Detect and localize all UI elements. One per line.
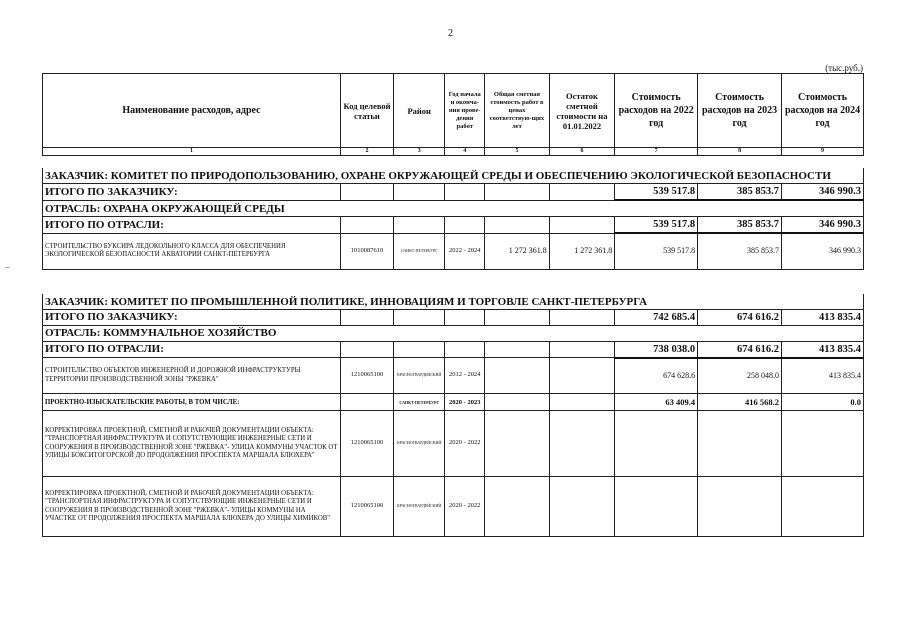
- header-cost-2022: Стоимость расходов на 2022 год: [615, 74, 698, 148]
- branch-total-2023: 385 853.7: [698, 217, 782, 234]
- branch-total-label: ИТОГО ПО ОТРАСЛИ:: [43, 217, 341, 234]
- header-district: Район: [394, 74, 445, 148]
- column-number: 7: [615, 148, 698, 156]
- sub-item-name: КОРРЕКТИРОВКА ПРОЕКТНОЙ, СМЕТНОЙ И РАБОЧЕЙ ДОКУМЕНТАЦИИ ОБЪЕКТА: "ТРАНСПОРТНАЯ ИНФРАСТРУКТУРА И СОПУТСТВУЮЩИЕ ИНЖЕНЕРНЫЕ СЕТИ И СООРУЖЕНИЯ В ПРОИЗВОДСТВЕННОЙ ЗОНЕ "РЖЕВКА"- УЛИЦЫ КОММУНЫ НА УЧАСТКЕ ОТ ПРОДОЛЖЕНИЯ ПРОСПЕКТА МАРШАЛА БЛЮХЕРА ДО УЛИЦЫ ХИМИКОВ": [43, 477, 341, 537]
- customer-total-2023: 385 853.7: [698, 184, 782, 201]
- item-name: СТРОИТЕЛЬСТВО ОБЪЕКТОВ ИНЖЕНЕРНОЙ И ДОРОЖНОЙ ИНФРАСТРУКТУРЫ ТЕРРИТОРИИ ПРОИЗВОДСТВЕННОЙ ЗОНЫ "РЖЕВКА": [43, 358, 341, 394]
- header-total-cost: Общая сметная стоимость работ в ценах соответствую-щих лет: [485, 74, 549, 148]
- customer-name: ЗАКАЗЧИК: КОМИТЕТ ПО ПРОМЫШЛЕННОЙ ПОЛИТИКЕ, ИННОВАЦИЯМ И ТОРГОВЛЕ САНКТ-ПЕТЕРБУРГА: [43, 294, 864, 310]
- header-cost-2024: Стоимость расходов на 2024 год: [782, 74, 864, 148]
- item-remainder: 1 272 361.8: [549, 233, 615, 269]
- item-name: СТРОИТЕЛЬСТВО БУКСИРА ЛЕДОКОЛЬНОГО КЛАССА ДЛЯ ОБЕСПЕЧЕНИЯ ЭКОЛОГИЧЕСКОЙ БЕЗОПАСНОСТИ АКВАТОРИИ САНКТ-ПЕТЕРБУРГА: [43, 233, 341, 269]
- branch-total-2024: 346 990.3: [782, 217, 864, 234]
- branch-total-label: ИТОГО ПО ОТРАСЛИ:: [43, 341, 341, 358]
- header-cost-2023: Стоимость расходов на 2023 год: [698, 74, 782, 148]
- item-2022: 539 517.8: [615, 233, 698, 269]
- item-district: САНКТ-ПЕТЕРБУРГ: [394, 233, 445, 269]
- subtotal-district: САНКТ-ПЕТЕРБУРГ: [394, 394, 445, 411]
- header-years: Год начала и оконча-ния прове-дения работ: [445, 74, 485, 148]
- page-number: 2: [448, 28, 453, 39]
- item-years: 2022 - 2024: [445, 233, 485, 269]
- customer-name: ЗАКАЗЧИК: КОМИТЕТ ПО ПРИРОДОПОЛЬЗОВАНИЮ, ОХРАНЕ ОКРУЖАЮЩЕЙ СРЕДЫ И ОБЕСПЕЧЕНИЮ ЭКОЛОГИЧЕСКОЙ БЕЗОПАСНОСТИ: [43, 168, 864, 184]
- customer-total-2024: 413 835.4: [782, 309, 864, 325]
- column-number: 6: [549, 148, 615, 156]
- branch-total-row: [43, 341, 864, 358]
- item-total-cost: 1 272 361.8: [485, 233, 549, 269]
- item-code: 1010087610: [340, 233, 393, 269]
- item-district: КРАСНОГВАРДЕЙСКИЙ: [394, 358, 445, 394]
- branch-total-2024: 413 835.4: [782, 341, 864, 358]
- table-row: [43, 411, 864, 477]
- customer-total-2024: 346 990.3: [782, 184, 864, 201]
- column-number: 9: [782, 148, 864, 156]
- item-code: 1210065100: [340, 358, 393, 394]
- customer-heading: [43, 168, 864, 184]
- header-row: [43, 74, 864, 148]
- branch-total-2022: 539 517.8: [615, 217, 698, 234]
- column-number: 4: [445, 148, 485, 156]
- customer-total-2022: 539 517.8: [615, 184, 698, 201]
- customer-total-label: ИТОГО ПО ЗАКАЗЧИКУ:: [43, 184, 341, 201]
- customer-total-label: ИТОГО ПО ЗАКАЗЧИКУ:: [43, 309, 341, 325]
- customer-total-2023: 674 616.2: [698, 309, 782, 325]
- margin-mark: –: [5, 262, 10, 272]
- branch-total-row: [43, 217, 864, 234]
- branch-name: ОТРАСЛЬ: КОММУНАЛЬНОЕ ХОЗЯЙСТВО: [43, 325, 864, 341]
- sub-item-code: 1210065100: [340, 477, 393, 537]
- subtotal-2023: 416 568.2: [698, 394, 782, 411]
- item-total-cost: [485, 358, 549, 394]
- item-2024: 346 990.3: [782, 233, 864, 269]
- subtotal-2024: 0.0: [782, 394, 864, 411]
- item-2023: 385 853.7: [698, 233, 782, 269]
- subtotal-2022: 63 409.4: [615, 394, 698, 411]
- item-2024: 413 835.4: [782, 358, 864, 394]
- item-remainder: [549, 358, 615, 394]
- item-2023: 258 048.0: [698, 358, 782, 394]
- header-name: Наименование расходов, адрес: [43, 74, 341, 148]
- subtotal-row: [43, 394, 864, 411]
- item-years: 2012 - 2024: [445, 358, 485, 394]
- table-row: [43, 233, 864, 269]
- header-code: Код целевой статьи: [340, 74, 393, 148]
- branch-total-2022: 738 038.0: [615, 341, 698, 358]
- sub-item-district: КРАСНОГВАРДЕЙСКИЙ: [394, 411, 445, 477]
- item-2022: 674 628.6: [615, 358, 698, 394]
- sub-item-name: КОРРЕКТИРОВКА ПРОЕКТНОЙ, СМЕТНОЙ И РАБОЧЕЙ ДОКУМЕНТАЦИИ ОБЪЕКТА: "ТРАНСПОРТНАЯ ИНФРАСТРУКТУРА И СОПУТСТВУЮЩИЕ ИНЖЕНЕРНЫЕ СЕТИ И СООРУЖЕНИЯ В ПРОИЗВОДСТВЕННОЙ ЗОНЕ "РЖЕВКА"- УЛИЦА КОММУНЫ УЧАСТОК ОТ УЛИЦЫ БОКСИТОГОРСКОЙ ДО ПРОДОЛЖЕНИЯ ПРОСПЕКТА МАРШАЛА БЛЮХЕРА": [43, 411, 341, 477]
- header-remainder: Остаток сметной стоимости на 01.01.2022: [549, 74, 615, 148]
- table-row: [43, 358, 864, 394]
- customer-total-row: [43, 309, 864, 325]
- table-row: [43, 477, 864, 537]
- branch-row: [43, 200, 864, 217]
- customer-heading: [43, 294, 864, 310]
- sub-item-code: 1210065100: [340, 411, 393, 477]
- column-number: 5: [485, 148, 549, 156]
- column-numbers-row: [43, 148, 864, 156]
- sub-item-years: 2020 - 2022: [445, 477, 485, 537]
- column-number: 1: [43, 148, 341, 156]
- customer-total-row: [43, 184, 864, 201]
- budget-table: [42, 73, 864, 537]
- subtotal-years: 2020 - 2023: [445, 394, 485, 411]
- column-number: 8: [698, 148, 782, 156]
- units-label: (тыс.руб.): [825, 63, 863, 73]
- sub-item-district: КРАСНОГВАРДЕЙСКИЙ: [394, 477, 445, 537]
- sub-item-years: 2020 - 2022: [445, 411, 485, 477]
- branch-total-2023: 674 616.2: [698, 341, 782, 358]
- customer-total-2022: 742 685.4: [615, 309, 698, 325]
- branch-row: [43, 325, 864, 341]
- branch-name: ОТРАСЛЬ: ОХРАНА ОКРУЖАЮЩЕЙ СРЕДЫ: [43, 200, 864, 217]
- subtotal-name: ПРОЕКТНО-ИЗЫСКАТЕЛЬСКИЕ РАБОТЫ, В ТОМ ЧИСЛЕ:: [43, 394, 341, 411]
- column-number: 3: [394, 148, 445, 156]
- column-number: 2: [340, 148, 393, 156]
